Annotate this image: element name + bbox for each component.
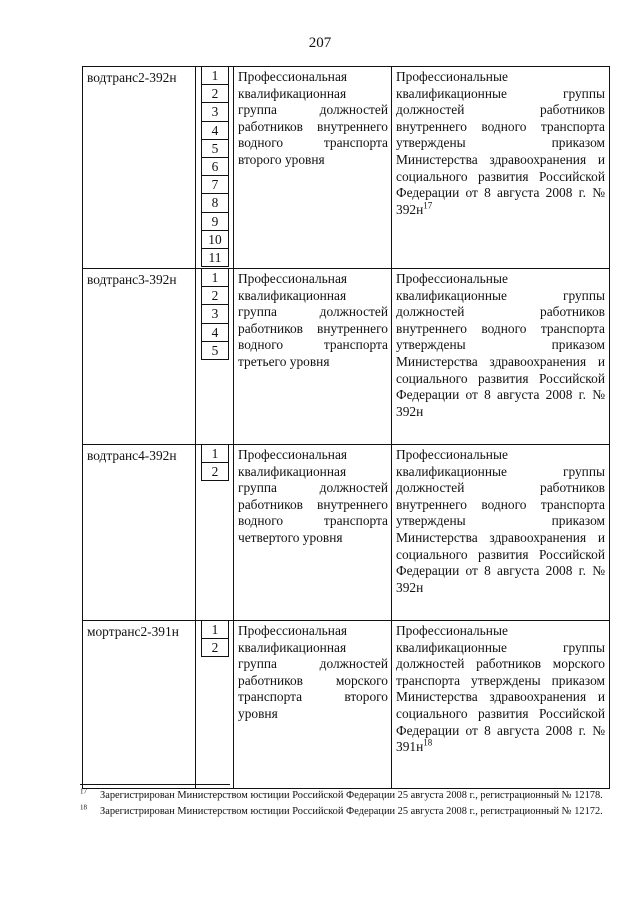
level-numbers (196, 621, 234, 789)
level-number: 1 (201, 269, 229, 287)
level-number: 9 (201, 213, 229, 231)
table-row (83, 67, 610, 269)
group-description: Профессиональная квалификационная группа должностей работников внутреннего водного транспорта второго уровня (234, 67, 392, 269)
level-number: 3 (201, 305, 229, 323)
qualification-code: водтранс2-392н (83, 67, 196, 269)
source-reference (392, 621, 610, 789)
table-row (83, 621, 610, 789)
qualification-code: водтранс3-392н (83, 269, 196, 445)
footnote (80, 789, 609, 802)
source-reference (392, 67, 610, 269)
level-number: 1 (201, 67, 229, 85)
footnote-text: Зарегистрирован Министерством юстиции Российской Федерации 25 августа 2008 г., регистрационный № 12178. (100, 790, 603, 801)
footnote-mark: 18 (80, 803, 87, 812)
level-number: 5 (201, 140, 229, 158)
group-description: Профессиональная квалификационная группа должностей работников внутреннего водного транспорта третьего уровня (234, 269, 392, 445)
source-text: Профессиональные квалификационные группы должностей работников внутреннего водного транспорта утверждены приказом Министерства здравоохранения и социального развития Российской Федерации от 8 августа 2008 г. № 392н (396, 271, 605, 419)
classification-table (82, 66, 610, 789)
level-number: 3 (201, 103, 229, 121)
source-text: Профессиональные квалификационные группы должностей работников морского транспорта утверждены приказом Министерства здравоохранения и социального развития Российской Федерации от 8 августа 2008 г. № 391н (396, 623, 605, 755)
level-number: 5 (201, 342, 229, 360)
level-number: 7 (201, 176, 229, 194)
level-numbers (196, 269, 234, 445)
footnote (80, 805, 609, 818)
footnote-mark: 17 (80, 787, 87, 796)
source-text: Профессиональные квалификационные группы должностей работников внутреннего водного транспорта утверждены приказом Министерства здравоохранения и социального развития Российской Федерации от 8 августа 2008 г. № 392н (396, 69, 605, 217)
footnote-ref: 18 (423, 737, 433, 748)
table-row (83, 269, 610, 445)
level-number: 11 (201, 249, 229, 267)
page-number: 207 (308, 35, 332, 51)
level-number: 2 (201, 463, 229, 481)
level-number: 1 (201, 445, 229, 463)
level-number: 2 (201, 287, 229, 305)
level-number: 1 (201, 621, 229, 639)
group-description: Профессиональная квалификационная группа должностей работников внутреннего водного транспорта четвертого уровня (234, 445, 392, 621)
footnote-text: Зарегистрирован Министерством юстиции Российской Федерации 25 августа 2008 г., регистрационный № 12172. (100, 806, 603, 817)
level-numbers (196, 445, 234, 621)
footnotes (80, 789, 609, 821)
source-text: Профессиональные квалификационные группы должностей работников внутреннего водного транспорта утверждены приказом Министерства здравоохранения и социального развития Российской Федерации от 8 августа 2008 г. № 392н (396, 447, 605, 595)
level-number: 4 (201, 324, 229, 342)
table-row (83, 445, 610, 621)
level-numbers (196, 67, 234, 269)
qualification-code: мортранс2-391н (83, 621, 196, 789)
level-number: 8 (201, 194, 229, 212)
level-number: 2 (201, 85, 229, 103)
source-reference (392, 445, 610, 621)
group-description: Профессиональная квалификационная группа должностей работников морского транспорта второго уровня (234, 621, 392, 789)
level-number: 2 (201, 639, 229, 657)
level-number: 4 (201, 122, 229, 140)
qualification-code: водтранс4-392н (83, 445, 196, 621)
source-reference (392, 269, 610, 445)
footnote-ref: 17 (423, 200, 433, 211)
footnote-divider (80, 784, 230, 785)
level-number: 10 (201, 231, 229, 249)
level-number: 6 (201, 158, 229, 176)
